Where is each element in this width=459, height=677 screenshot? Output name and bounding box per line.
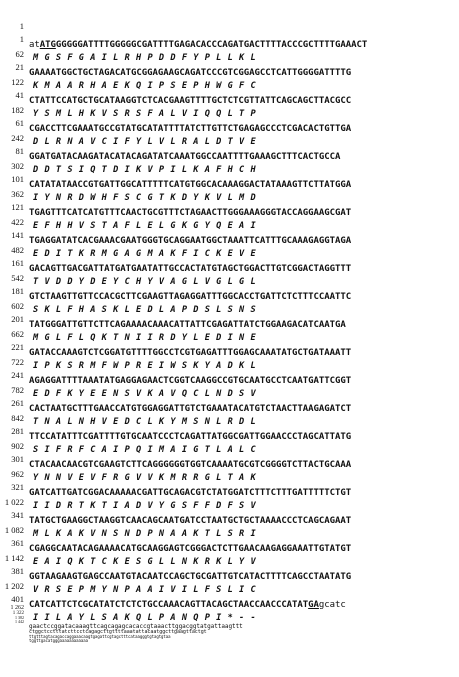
aa-position: 41 [15,90,24,100]
nt-sequence: GATCATTGATCGGACAAAAACGATTGCAGACGTCTATGGATCTTTCTTTGATTTTTCTGT [29,488,352,498]
nt-sequence: TATGCTGAAGGCTAAGGTCAACAGCAATGATCCTAATGCTGCTAAAACCCTCAGCAGAAT [29,516,352,526]
aa-sequence: K M A A R H A E K Q I P S E P H W G F C [33,81,257,91]
aa-sequence: M G L F L Q K T N I I R D Y L E D I N E [33,333,257,343]
aa-position: 341 [11,510,24,520]
nt-position: 182 [11,105,24,115]
nt-sequence: TATGGGATTGTTCTTCAGAAAACAAACATTATTCGAGATTATCTGGAAGACATCAATGA [29,320,346,330]
aa-sequence: I P K S R M F W P R E I W S K Y A D K L [33,361,257,371]
aa-sequence: Y N N V E V F R G V V K M R R G L T A K [33,473,257,483]
utr-position: 1 442 [15,619,24,624]
aa-position: 321 [11,482,24,492]
utr-position: 1 262 [10,605,24,611]
aa-position: 161 [11,258,24,268]
utr-sequence: ttgtttagtacagaccaggaaacaagtgagattcgtagctttcataagggtgtagtgtaa [29,634,171,639]
nt-position: 602 [11,301,24,311]
aa-position: 21 [15,62,24,72]
aa-sequence: S K L F H A S K L E D L A P D S L S N S [33,305,257,315]
aa-sequence: D D T S I Q T D I K V P I L K A F H C H [33,165,257,175]
utr-sequence: gaactccggatacaaagttcagcagagcacaccgtaaacttggacggtatgattaagttt [29,623,243,630]
nt-sequence: CATATATAACCGTGATTGGCATTTTTCATGTGGCACAAAGGACTATAAAGTTCTTATGGA [29,180,352,190]
aa-sequence: M L K A K V N S N D P N A A K T L S R I [33,529,257,539]
aa-position: 281 [11,426,24,436]
nt-sequence: TGAGGATATCACGAAACGAATGGGTGCAGGAATGGCTAAATTCATTTGCAAAGAGGTAGA [29,236,352,246]
aa-position: 121 [11,202,24,212]
aa-position: 181 [11,286,24,296]
utr-position: 1 322 [12,611,24,616]
nt-position: 1 142 [4,553,24,563]
nt-position: 782 [11,385,24,395]
aa-position: 101 [11,174,24,184]
nt-position: 962 [11,469,24,479]
aa-position: 301 [11,454,24,464]
start-codon: ATG [39,40,56,50]
aa-sequence: V R S E P M Y N P A A I V I L F S L I C [33,585,257,595]
aa-sequence: I I D R T K T I A D V Y G S F F D F S V [33,501,257,511]
nt-position: 482 [11,245,24,255]
nt-sequence: CGAGGCAATACAGAAAACATGCAAGGAGTCGGGACTCTTGAACAAGAGGAAATTGTATGT [29,544,352,554]
aa-position: 221 [11,342,24,352]
nt-sequence: GGTAAGAAGTGAGCCAATGTACAATCCAGCTGCGATTGTCATACTTTTCAGCCTAATATG [29,572,352,582]
nt-sequence: GTCTAAGTTGTTCCACGCTTCGAAGTTAGAGGATTTGGCACCTGATTCTCTTTCCAATTC [29,292,352,302]
nt-position: 1 082 [4,525,24,535]
aa-sequence: E D F K Y E E N S V K A V Q C L N D S V [33,389,257,399]
nt-sequence: GACAGTTGACGATTATGATGAATATTGCCACTATGTAGCTGGACTTGTCGGACTAGGTTT [29,264,352,274]
nt-sequence: GGATGATACAAGATACATACAGATATCAAATGGCCAATTTTGAAAGCTTTCACTGCCA [29,152,341,162]
nt-position: 302 [11,161,24,171]
nt-position: 662 [11,329,24,339]
nt-position: 842 [11,413,24,423]
aa-sequence: T N A L N H V E D C L K Y M S N L R D L [33,417,257,427]
utr-sequence: tggttgacatgggaaaaaaaaaaaa [29,638,88,643]
nt-position: 122 [11,77,24,87]
aa-sequence: E F H H V S T A F L E L G K G Y Q E A I [33,221,257,231]
aa-position: 61 [15,118,24,128]
utr-position: 1 382 [15,615,24,620]
aa-position: 401 [11,594,24,604]
nt-sequence-text: GGGGGATTTTGGGGGCGATTTTGAGACACCCAGATGACTTTTACCCGCTTTTGAAACT [55,40,368,50]
nt-sequence: CGACCTTCGAAATGCCGTATGCATATTTTATCTTGTTCTGAGAGCCCTCGACACTGTTGA [29,124,352,134]
nt-position: 1 022 [4,497,24,507]
nt-sequence: CACTAATGCTTTGAACCATGTGGAGGATTGTCTGAAATACATGTCTAACTTAAGAGATCT [29,404,352,414]
nt-sequence: CTACAACAACGTCGAAGTCTTCAGGGGGGTGGTCAAAATGCGTCGGGGTCTTACTGCAAA [29,460,352,470]
stop-tail: gcatc [318,600,346,610]
nt-position: 1 202 [4,581,24,591]
nt-sequence: TGAGTTTCATCATGTTTCAACTGCGTTTCTAGAACTTGGGAAAGGGTACCAGGAAGCGAT [29,208,352,218]
nt-position: 902 [11,441,24,451]
nt-position: 722 [11,357,24,367]
aa-position: 201 [11,314,24,324]
aa-position: 381 [11,566,24,576]
nt-sequence: TTCCATATTTCGATTTTGTGCAATCCCTCAGATTATGGCGATTGGAACCCTAGCATTATG [29,432,352,442]
aa-position: 141 [11,230,24,240]
nt-sequence: GAAAATGGCTGCTAGACATGCGGAGAAGCAGATCCCGTCGGAGCCTCATTGGGGATTTTG [29,68,352,78]
aa-sequence: D L R N A V C I F Y L V L R A L D T V E [33,137,257,147]
aa-sequence: E A I Q K T C K E S G L L N K R K L Y V [33,557,257,567]
nt-position: 542 [11,273,24,283]
nt-position: 1 [19,21,24,31]
nt-position: 422 [11,217,24,227]
utr-sequence: ctggctcctttatcttcctcagagcttgttttaaatattacaatggcttgaagttactgt [29,629,207,635]
start-prefix: at [29,40,40,50]
aa-position: 361 [11,538,24,548]
aa-sequence: Y S M L H K V S R S F A L V I Q Q L T P [33,109,257,119]
aa-position: 1 [19,34,24,44]
aa-sequence: I Y N R D W H F S C G T K D Y K V L M D [33,193,257,203]
nt-position: 362 [11,189,24,199]
aa-sequence: T V D D Y D E Y C H Y V A G L V G L G L [33,277,257,287]
aa-position: 241 [11,370,24,380]
nt-position: 242 [11,133,24,143]
nt-sequence: AGAGGATTTTAAATATGAGGAGAACTCGGTCAAGGCCGTGCAATGCCTCAATGATTCGGT [29,376,352,386]
nt-sequence-text: CATCATTCTCGCATATCTCTCTGCCAAACAGTTACAGCTAACCAACCCATAT [29,600,309,610]
aa-sequence: E D I T K R M G A G M A K F I C K E V E [33,249,257,259]
nt-sequence: CTATTCCATGCTGCATAAGGTCTCACGAAGTTTTGCTCTCGTTATTCAGCAGCTTACGCC [29,96,352,106]
aa-position: 81 [15,146,24,156]
stop-codon: GA [308,600,319,610]
nt-sequence: GATACCAAAGTCTCGGATGTTTTGGCCTCGTGAGATTTGGAGCAAATATGCTGATAAATT [29,348,352,358]
aa-position: 261 [11,398,24,408]
nt-position: 62 [15,49,24,59]
aa-sequence: M G S F G A I L R H P D D F Y P L L K L [33,53,257,63]
aa-sequence: I I L A Y L S A K Q L P A N Q P I * - - [33,613,257,623]
aa-sequence: S I F R F C A I P Q I M A I G T L A L C [33,445,257,455]
